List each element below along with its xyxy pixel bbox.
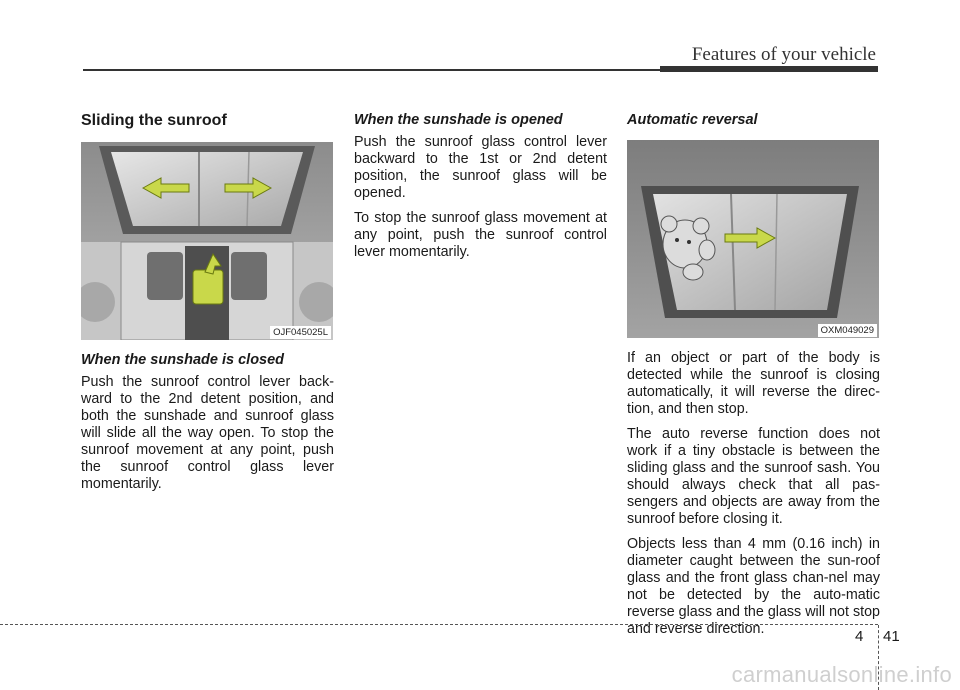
sunroof-console-illustration (81, 142, 333, 340)
subheading-opened: When the sunshade is opened (354, 112, 563, 128)
header-title: Features of your vehicle (691, 44, 876, 65)
paragraph: The auto reverse function does not work if a tiny obstacle is between the sliding glass and the sunroof sash. You should always check that all pas-sengers and objects are away from the sunroof before closing it. (627, 426, 880, 527)
paragraph: Push the sunroof glass control lever backward to the 1st or 2nd detent position, the sunroof glass will be opened. (354, 134, 607, 201)
footer-rule (0, 624, 878, 625)
figure-code: OXM049029 (818, 324, 877, 337)
sunroof-console-drawing (81, 142, 333, 340)
paragraph: Objects less than 4 mm (0.16 inch) in diameter caught between the sun-roof glass and the front glass chan-nel may not be detected by the auto-matic reverse glass and the glass will not stop and reverse direction. (627, 536, 880, 637)
middle-column (354, 108, 607, 269)
chapter-number: 4 (855, 628, 864, 645)
right-column (627, 108, 880, 646)
section-heading: Sliding the sunroof (81, 112, 227, 129)
paragraph: To stop the sunroof glass movement at any point, push the sunroof control lever momentarily. (354, 210, 607, 260)
auto-reversal-drawing (627, 140, 879, 338)
auto-reversal-illustration (627, 140, 879, 338)
subheading-closed: When the sunshade is closed (81, 352, 285, 368)
subheading-auto-reversal: Automatic reversal (627, 112, 758, 128)
left-column (81, 108, 334, 501)
watermark: carmanualsonline.info (731, 662, 952, 687)
figure-code: OJF045025L (270, 326, 331, 339)
paragraph: Push the sunroof control lever back-ward to the 2nd detent position, and both the sunshade and sunroof glass will slide all the way open. To stop the sunroof movement at any point, push the sunroof control glass lever momentarily. (81, 374, 334, 492)
page-number: 41 (883, 628, 900, 645)
paragraph: If an object or part of the body is detected while the sunroof is closing automatically, it will reverse the direc-tion, and then stop. (627, 350, 880, 417)
header-rule-accent (660, 66, 878, 72)
